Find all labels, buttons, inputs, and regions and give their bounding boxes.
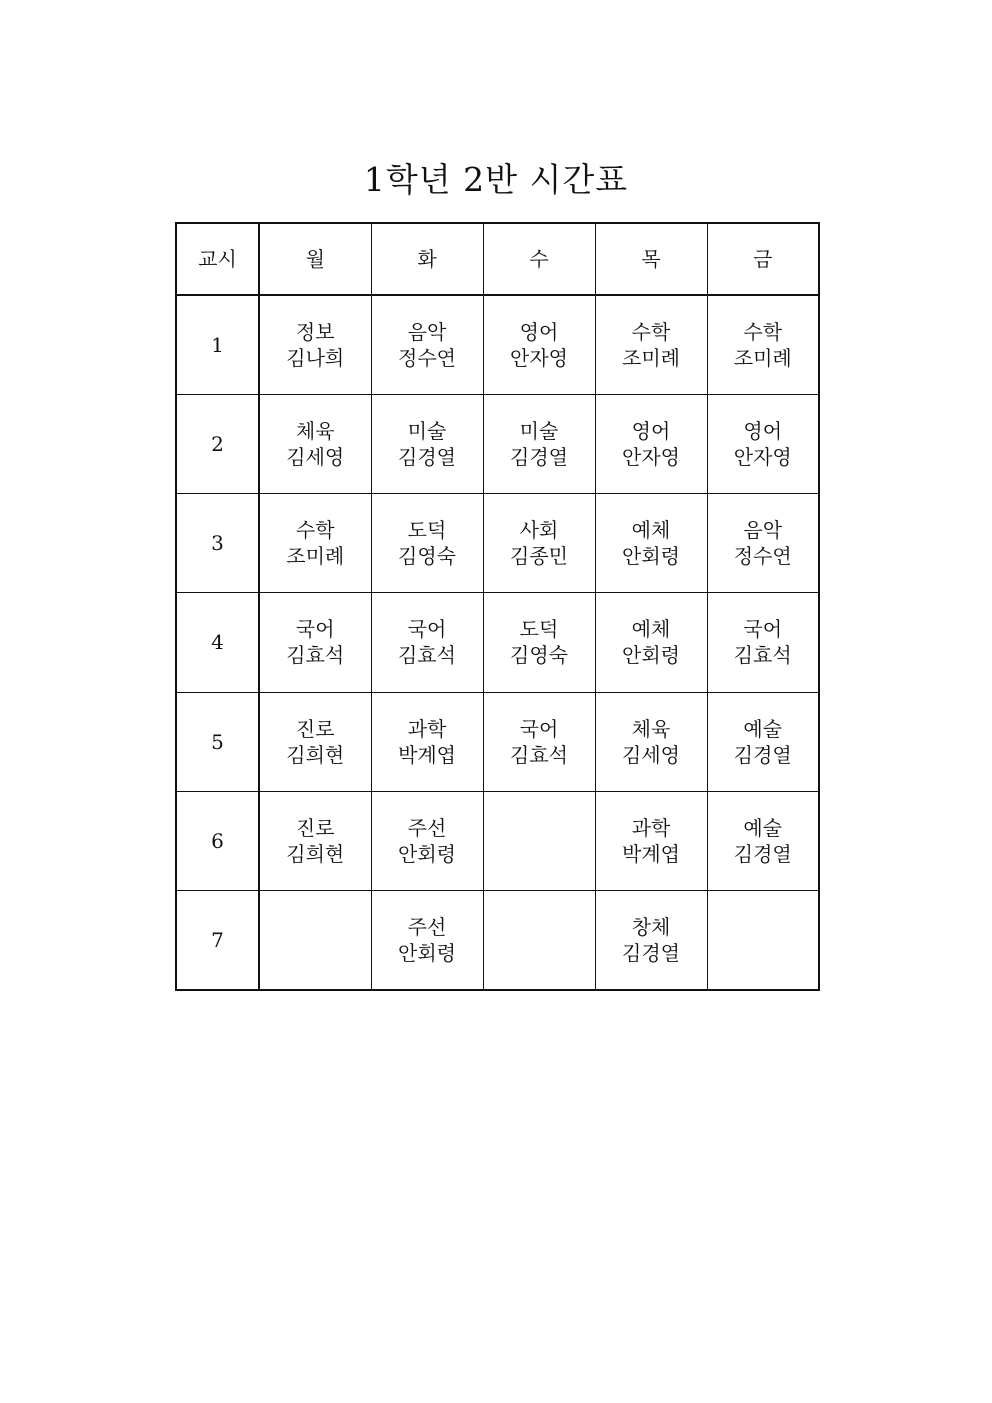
class-cell-mon	[259, 891, 371, 990]
class-cell-thu	[595, 394, 707, 493]
teacher-label: 박계엽	[398, 742, 456, 767]
class-cell-wed	[483, 692, 595, 791]
subject-label: 영어	[743, 418, 783, 443]
class-cell-fri	[707, 891, 819, 990]
subject-label: 예체	[631, 518, 671, 543]
class-cell-wed	[483, 791, 595, 890]
teacher-label: 김종민	[510, 544, 568, 569]
subject-label: 수학	[631, 319, 671, 344]
class-cell-fri	[707, 593, 819, 692]
class-cell-thu	[595, 295, 707, 394]
subject-label: 창체	[631, 915, 671, 940]
subject-label: 예술	[743, 716, 783, 741]
subject-label: 체육	[295, 418, 335, 443]
teacher-label: 김경열	[622, 941, 680, 966]
teacher-label: 김효석	[286, 643, 345, 668]
teacher-label: 김효석	[510, 742, 568, 767]
subject-label: 음악	[407, 319, 447, 344]
teacher-label: 조미례	[622, 345, 680, 370]
subject-label: 체육	[631, 716, 671, 741]
subject-label: 과학	[407, 716, 447, 741]
subject-label: 국어	[407, 617, 447, 642]
class-cell-tue	[371, 891, 483, 990]
subject-label: 도덕	[407, 518, 447, 543]
subject-label: 국어	[519, 716, 559, 741]
subject-label: 영어	[631, 418, 671, 443]
class-cell-fri	[707, 692, 819, 791]
table-row	[176, 394, 819, 493]
teacher-label: 김경열	[733, 842, 792, 867]
class-cell-thu	[595, 494, 707, 593]
teacher-label: 안자영	[510, 345, 568, 370]
class-cell-thu	[595, 791, 707, 890]
teacher-label: 김세영	[622, 742, 680, 767]
teacher-label: 조미례	[286, 544, 345, 569]
period-number: 2	[176, 394, 259, 493]
subject-label: 사회	[519, 518, 559, 543]
class-cell-tue	[371, 692, 483, 791]
table-row	[176, 692, 819, 791]
class-cell-mon	[259, 295, 371, 394]
class-cell-fri	[707, 494, 819, 593]
class-cell-fri	[707, 295, 819, 394]
teacher-label: 안자영	[733, 444, 792, 469]
period-number: 1	[176, 295, 259, 394]
subject-label: 영어	[519, 319, 559, 344]
teacher-label: 김희현	[286, 742, 345, 767]
subject-label: 도덕	[519, 617, 559, 642]
class-cell-tue	[371, 494, 483, 593]
class-cell-wed	[483, 593, 595, 692]
timetable	[175, 222, 820, 991]
subject-label: 예술	[743, 816, 783, 841]
table-row	[176, 593, 819, 692]
class-cell-thu	[595, 891, 707, 990]
table-row	[176, 891, 819, 990]
class-cell-fri	[707, 394, 819, 493]
class-cell-mon	[259, 692, 371, 791]
day-header-wed: 수	[483, 223, 595, 295]
table-row	[176, 494, 819, 593]
period-header: 교시	[176, 223, 259, 295]
teacher-label: 김나희	[286, 345, 345, 370]
period-number: 3	[176, 494, 259, 593]
class-cell-wed	[483, 891, 595, 990]
subject-label: 음악	[743, 518, 783, 543]
class-cell-wed	[483, 494, 595, 593]
period-number: 7	[176, 891, 259, 990]
class-cell-thu	[595, 692, 707, 791]
header-row	[176, 223, 819, 295]
teacher-label: 김효석	[398, 643, 456, 668]
class-cell-mon	[259, 394, 371, 493]
teacher-label: 안회령	[622, 643, 680, 668]
table-row	[176, 295, 819, 394]
subject-label: 수학	[295, 518, 335, 543]
subject-label: 미술	[519, 418, 559, 443]
class-cell-mon	[259, 791, 371, 890]
teacher-label: 안회령	[398, 842, 456, 867]
teacher-label: 김영숙	[510, 643, 568, 668]
subject-label: 진로	[295, 716, 335, 741]
period-number: 5	[176, 692, 259, 791]
subject-label: 미술	[407, 418, 447, 443]
teacher-label: 김경열	[398, 444, 456, 469]
subject-label: 정보	[295, 319, 335, 344]
teacher-label: 정수연	[733, 544, 792, 569]
class-cell-wed	[483, 394, 595, 493]
teacher-label: 정수연	[398, 345, 456, 370]
teacher-label: 안회령	[398, 941, 456, 966]
subject-label: 주선	[407, 816, 447, 841]
subject-label: 예체	[631, 617, 671, 642]
subject-label: 국어	[743, 617, 783, 642]
teacher-label: 조미례	[733, 345, 792, 370]
class-cell-tue	[371, 791, 483, 890]
page-title: 1학년 2반 시간표	[363, 160, 629, 199]
teacher-label: 김효석	[733, 643, 792, 668]
period-number: 6	[176, 791, 259, 890]
teacher-label: 안자영	[622, 444, 680, 469]
subject-label: 과학	[631, 816, 671, 841]
class-cell-fri	[707, 791, 819, 890]
class-cell-wed	[483, 295, 595, 394]
subject-label: 국어	[295, 617, 335, 642]
day-header-thu: 목	[595, 223, 707, 295]
teacher-label: 안회령	[622, 544, 680, 569]
table-row	[176, 791, 819, 890]
class-cell-thu	[595, 593, 707, 692]
period-number: 4	[176, 593, 259, 692]
subject-label: 주선	[407, 915, 447, 940]
day-header-mon: 월	[259, 223, 371, 295]
teacher-label: 김희현	[286, 842, 345, 867]
class-cell-tue	[371, 593, 483, 692]
day-header-fri: 금	[707, 223, 819, 295]
class-cell-mon	[259, 593, 371, 692]
timetable-body	[176, 295, 819, 990]
class-cell-mon	[259, 494, 371, 593]
class-cell-tue	[371, 295, 483, 394]
teacher-label: 박계엽	[622, 842, 680, 867]
teacher-label: 김세영	[286, 444, 345, 469]
subject-label: 수학	[743, 319, 783, 344]
class-cell-tue	[371, 394, 483, 493]
teacher-label: 김경열	[510, 444, 568, 469]
teacher-label: 김영숙	[398, 544, 456, 569]
subject-label: 진로	[295, 816, 335, 841]
day-header-tue: 화	[371, 223, 483, 295]
teacher-label: 김경열	[733, 742, 792, 767]
